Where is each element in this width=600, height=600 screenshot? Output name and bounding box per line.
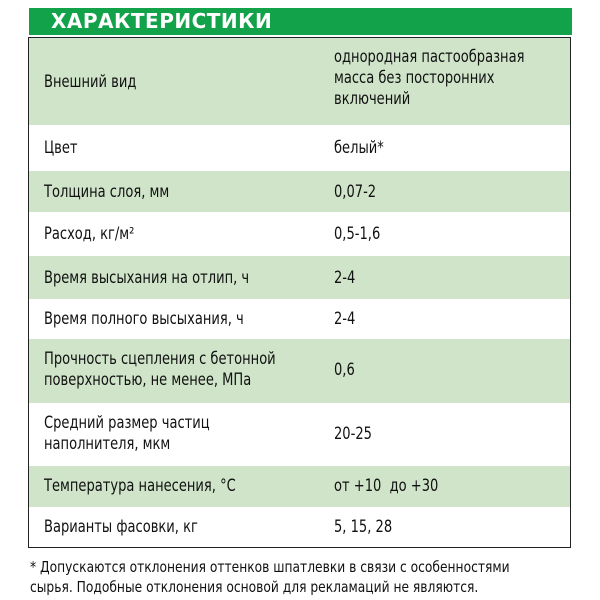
row-label: Прочность сцепления с бетонной <box>44 349 276 368</box>
row-value: 0,07-2 <box>334 182 377 201</box>
row-value: 0,5-1,6 <box>334 224 381 243</box>
table-row <box>29 466 570 507</box>
row-label: Расход, кг/м² <box>44 224 135 243</box>
row-label: Варианты фасовки, кг <box>44 517 198 536</box>
row-label: Время полного высыхания, ч <box>44 309 244 328</box>
row-label: Внешний вид <box>44 72 137 91</box>
row-value: 0,6 <box>334 360 355 379</box>
row-label: Время высыхания на отлип, ч <box>44 268 250 287</box>
table-row <box>29 212 570 256</box>
table-row <box>29 171 570 212</box>
table-row <box>29 403 570 466</box>
row-value: белый* <box>334 138 384 157</box>
row-value: 2-4 <box>334 268 356 287</box>
table-row <box>29 507 570 547</box>
row-value: от +10 до +30 <box>334 476 439 495</box>
row-label: Толщина слоя, мм <box>44 182 170 201</box>
row-value: однородная пастообразная <box>334 47 525 66</box>
section-title: ХАРАКТЕРИСТИКИ <box>51 9 273 33</box>
row-value: масса без посторонних <box>334 68 495 87</box>
table-row <box>29 339 570 403</box>
row-value: 20-25 <box>334 424 372 443</box>
section-header <box>29 8 572 35</box>
footnote <box>30 557 510 597</box>
table-row <box>29 38 570 125</box>
row-label: поверхностью, не менее, МПа <box>44 370 252 389</box>
row-label: Температура нанесения, °С <box>44 476 236 495</box>
table-row <box>29 256 570 299</box>
row-label: наполнителя, мкм <box>44 434 171 453</box>
footnote-line: сырья. Подобные отклонения основой для рекламаций не являются. <box>30 578 479 596</box>
row-value: включений <box>334 89 411 108</box>
table-row <box>29 299 570 339</box>
row-value: 5, 15, 28 <box>334 517 393 536</box>
row-label: Средний размер частиц <box>44 413 210 432</box>
footnote-line: * Допускаются отклонения оттенков шпатлевки в связи с особенностями <box>30 558 510 576</box>
row-value: 2-4 <box>334 309 356 328</box>
characteristics-table <box>28 37 571 548</box>
row-label: Цвет <box>44 138 78 157</box>
table-row <box>29 125 570 171</box>
